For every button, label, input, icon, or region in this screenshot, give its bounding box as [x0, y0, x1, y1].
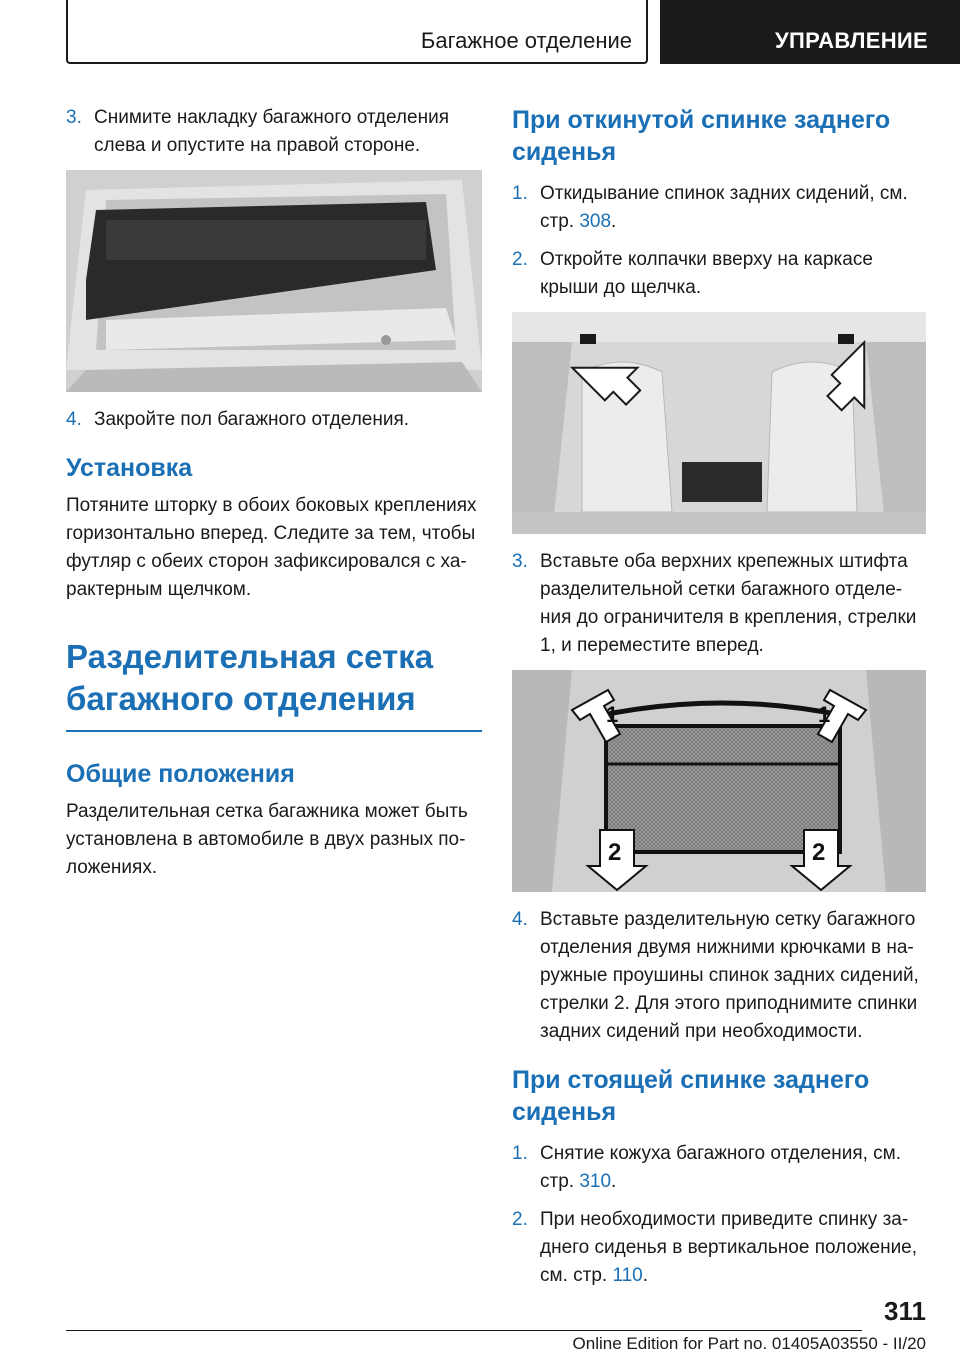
- step-text-end: .: [642, 1265, 649, 1286]
- arrow-2-label-left: 2: [608, 839, 622, 866]
- upright-step-1: [512, 1140, 926, 1196]
- step-text: Закройте пол багажного отделения.: [94, 409, 410, 430]
- folded-step-1: [512, 180, 926, 236]
- general-text: Разделительная сетка багажника может быть установлена в автомобиле в двух разных положениях.: [66, 801, 468, 878]
- upright-heading: При стоящей спинке заднего сиденья: [512, 1066, 870, 1126]
- arrow-1-label-right: 1: [818, 702, 831, 727]
- arrow-2-label-right: 2: [812, 839, 826, 866]
- step-number: 2.: [512, 249, 528, 270]
- install-text: Потяните шторку в обоих боковых креплениях горизонтально вперед. Следите за тем, чтобы футляр с обеих сторон зафиксировался с характерным щелчком.: [66, 495, 477, 600]
- folded-step-2: [512, 246, 926, 302]
- heading-rule: [66, 730, 482, 732]
- step-number: 3.: [66, 107, 82, 128]
- step-number: 1.: [512, 183, 528, 204]
- footer-rule: [66, 1330, 862, 1331]
- figure-roof-caps: [512, 312, 926, 534]
- step-text-end: .: [611, 1171, 617, 1192]
- header-section-title: Багажное отделение: [420, 28, 632, 53]
- figure-net-install: [512, 670, 926, 892]
- step-text: Снимите накладку багажного отделения слева и опустите на правой стороне.: [94, 107, 449, 156]
- left-column: [66, 104, 482, 882]
- step-number: 4.: [66, 409, 82, 430]
- step-text: Откройте колпачки вверху на каркасе крыши до щелчка.: [540, 249, 873, 298]
- step-text-end: .: [611, 211, 617, 232]
- upright-step-2: [512, 1206, 926, 1290]
- folded-step-3: [512, 548, 926, 660]
- trunk-cover-illustration: [66, 170, 482, 392]
- install-heading: Установка: [66, 454, 193, 482]
- step-number: 2.: [512, 1209, 528, 1230]
- roof-caps-illustration: [512, 312, 926, 534]
- folded-step-4: [512, 906, 926, 1046]
- header-chapter-title: УПРАВЛЕНИЕ: [775, 28, 928, 53]
- page-reference-link[interactable]: 310: [579, 1171, 612, 1192]
- step-text: Вставьте оба верхних крепежных штифта разделительной сетки багажного отделения до ограничителя в крепления, стрелки 1, и переместите вперед.: [540, 551, 917, 656]
- net-heading: Разделительная сетка багажного отделения: [66, 638, 434, 717]
- step-number: 1.: [512, 1143, 528, 1164]
- header-chapter-box: [660, 0, 960, 64]
- step-4-close-floor: [66, 406, 482, 434]
- step-text: Вставьте разделительную сетку багажного отделения двумя нижними крючками в наружные проушины спинок задних сидений, стрелки 2. Для этого приподнимите спинки задних сидений при необходимости.: [540, 909, 919, 1042]
- page-reference-link[interactable]: 110: [612, 1265, 643, 1286]
- page-reference-link[interactable]: 308: [579, 211, 612, 232]
- footer-edition: Online Edition for Part no. 01405A03550 - II/20: [572, 1334, 926, 1353]
- step-number: 3.: [512, 551, 528, 572]
- step-text: При необходимости приведите спинку заднего сиденья в вертикальное положение, см. стр.: [540, 1209, 918, 1286]
- general-heading: Общие положения: [66, 760, 295, 788]
- figure-trunk-cover: [66, 170, 482, 392]
- step-text: Откидывание спинок задних сидений, см. стр.: [540, 183, 908, 232]
- step-3-remove-cover: [66, 104, 482, 160]
- arrow-1-label-left: 1: [606, 702, 619, 727]
- right-column: [512, 104, 926, 1300]
- net-install-illustration: [512, 670, 926, 892]
- header-section-box: [66, 0, 648, 64]
- page-number: 311: [884, 1296, 926, 1326]
- step-number: 4.: [512, 909, 528, 930]
- folded-heading: При откинутой спинке заднего сиденья: [512, 106, 891, 166]
- step-text: Снятие кожуха багажного отделения, см. стр.: [540, 1143, 902, 1192]
